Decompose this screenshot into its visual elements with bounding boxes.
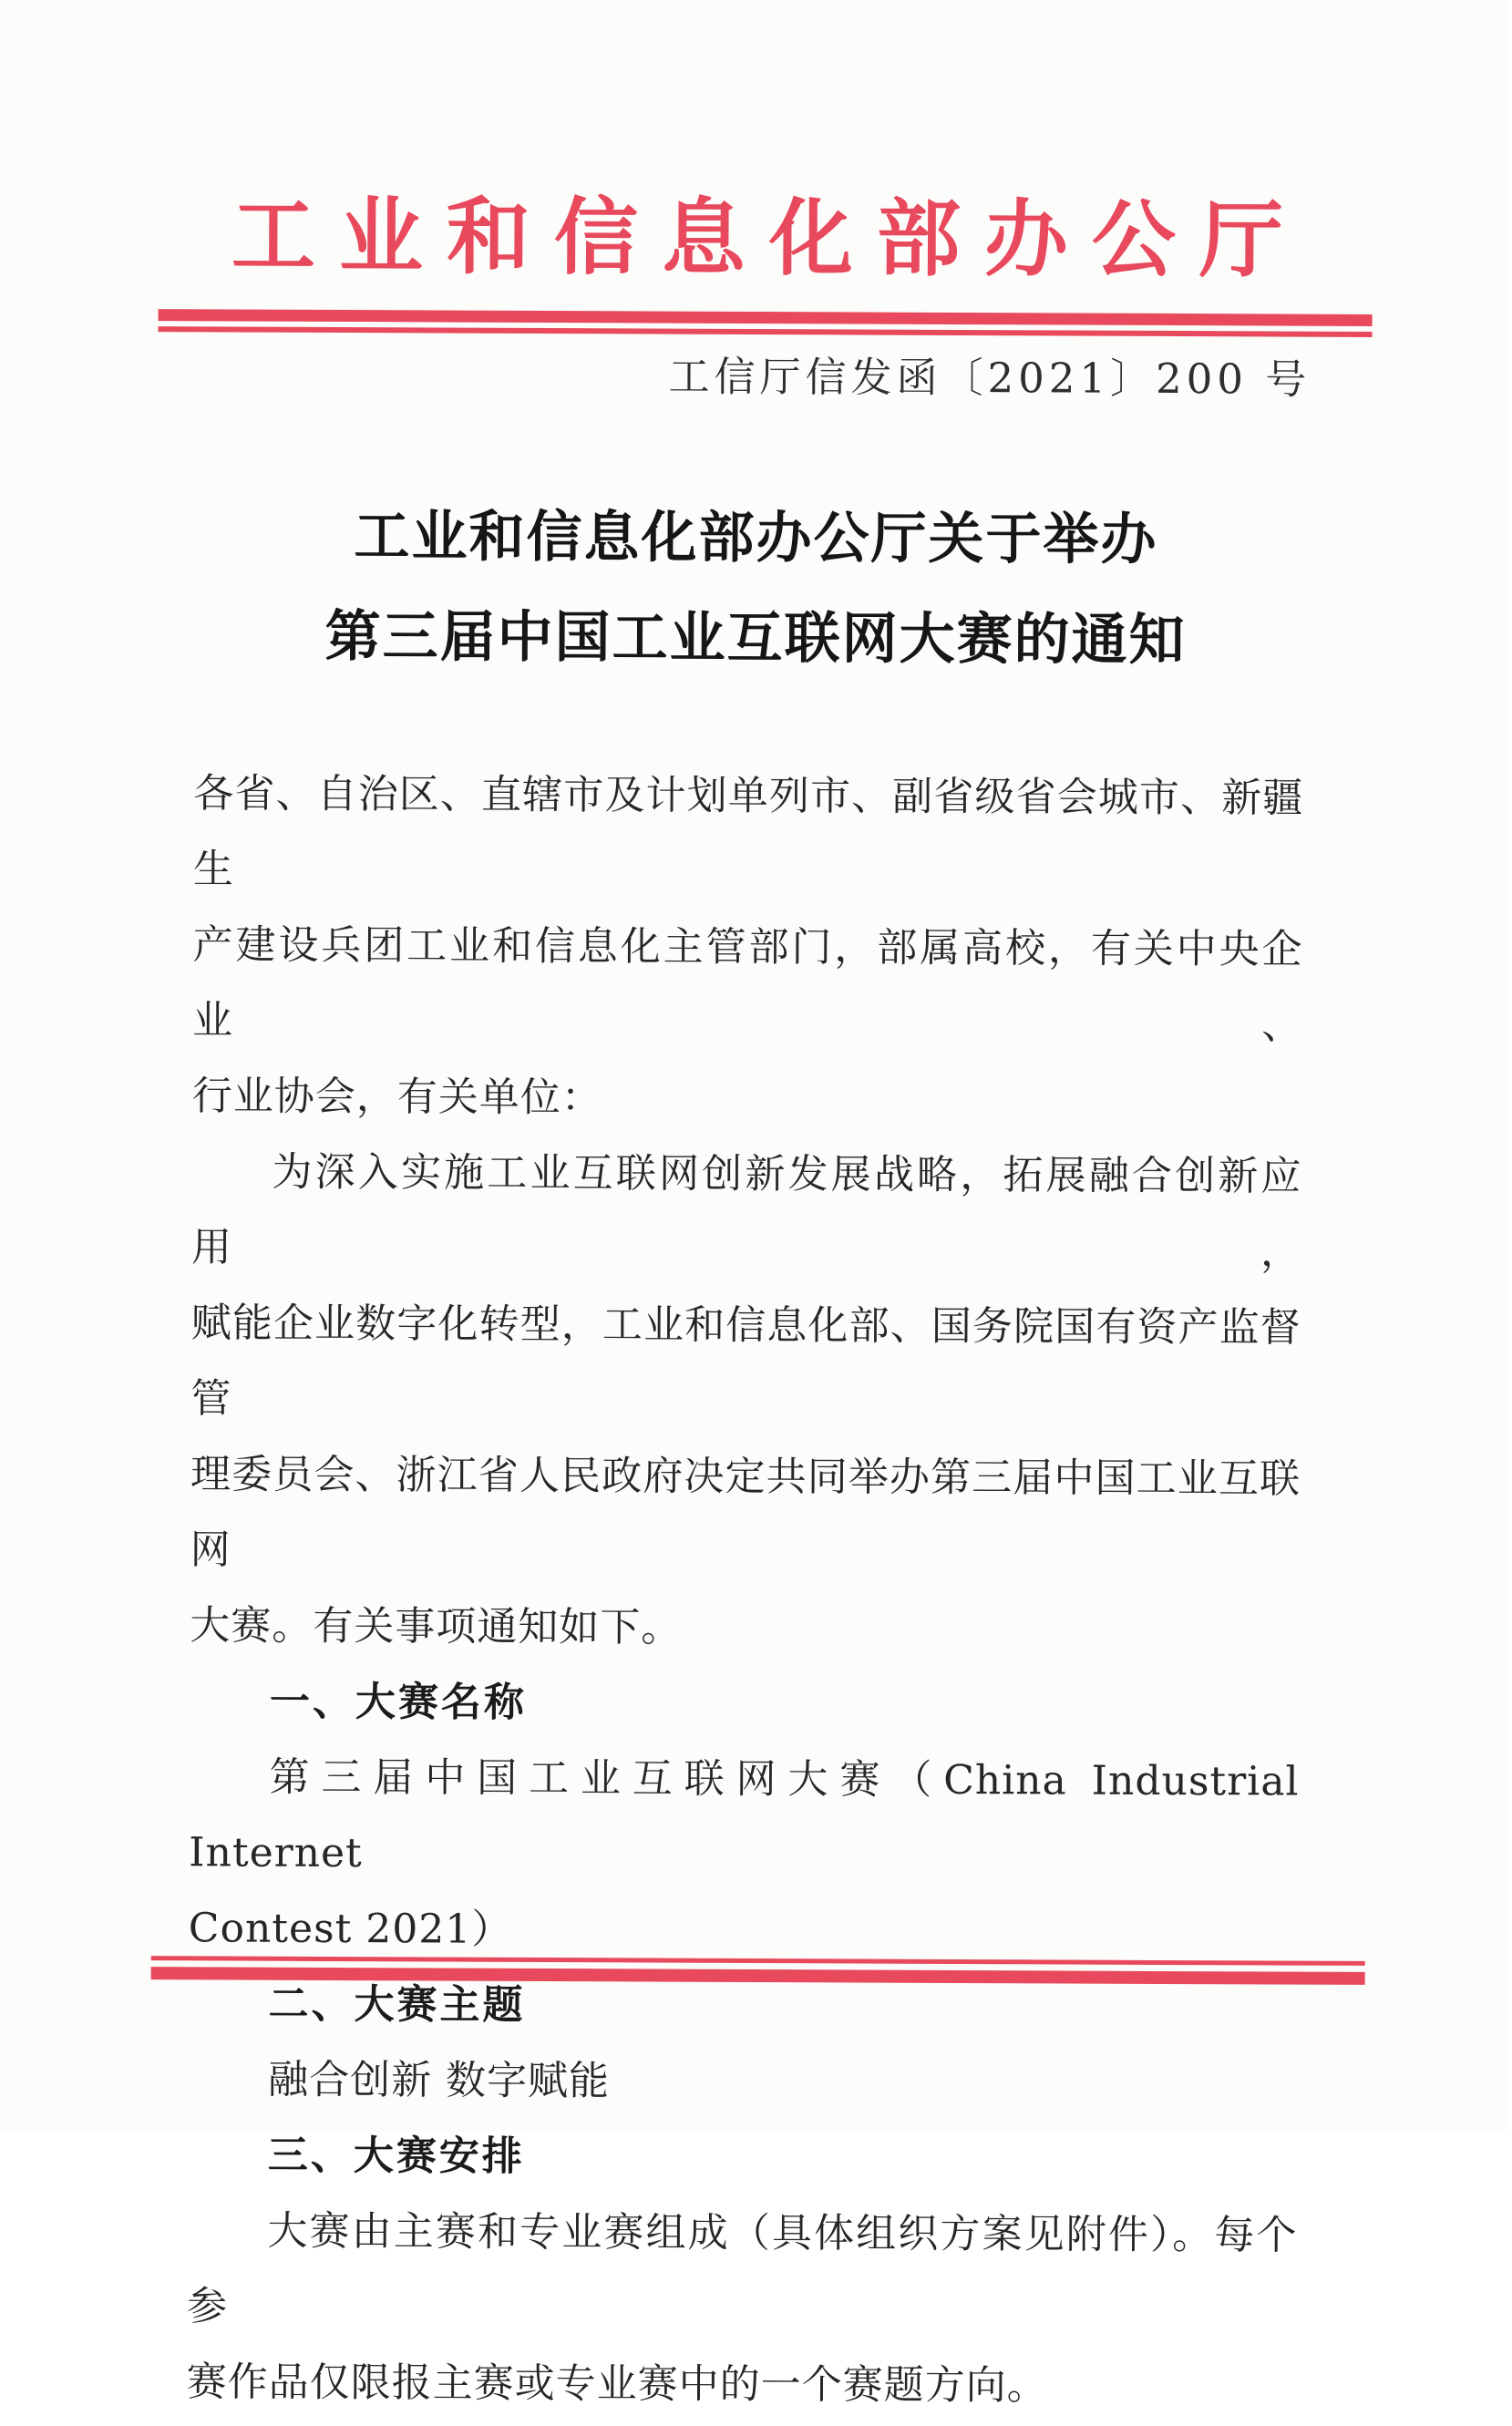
body-line: 产建设兵团工业和信息化主管部门，部属高校，有关中央企业、: [192, 921, 1303, 1049]
notice-title-line2: 第三届中国工业互联网大赛的通知: [324, 603, 1187, 673]
body-line: 融合创新 数字赋能: [268, 2056, 611, 2105]
letterhead-org-title-text: 工业和信息化部办公厅: [231, 186, 1308, 290]
body-line: 大赛。有关事项通知如下。: [190, 1602, 683, 1651]
body-line: 第三届中国工业互联网大赛（China Industrial Internet: [189, 1753, 1313, 1877]
body-section-heading: 二、大赛主题: [268, 1981, 526, 2028]
body-line: Contest 2021）: [188, 1905, 513, 1953]
header-rule-thin: [159, 326, 1373, 337]
body-line: 大赛由主赛和专业赛组成（具体组织方案见附件）。每个参: [186, 2207, 1298, 2330]
letterhead-org-title: [4, 184, 1511, 292]
body-line: 行业协会，有关单位：: [191, 1073, 602, 1122]
header-rule-thick: [159, 309, 1373, 326]
notice-title-line1: 工业和信息化部办公厅关于举办: [354, 504, 1158, 572]
body-section-heading: 一、大赛名称: [269, 1679, 528, 1725]
body-line: 各省、自治区、直辖市及计划单列市、副省级省会城市、新疆生: [192, 770, 1304, 893]
body-line: 为深入实施工业互联网创新发展战略，拓展融合创新应用，: [191, 1148, 1302, 1276]
doc-number: 工信厅信发函〔2021〕200 号: [668, 352, 1311, 404]
body-line: 理委员会、浙江省人民政府决定共同举办第三届中国工业互联网: [190, 1451, 1301, 1574]
body-line: 赋能企业数字化转型，工业和信息化部、国务院国有资产监督管: [190, 1300, 1301, 1423]
body-section-heading: 三、大赛安排: [267, 2133, 525, 2179]
body-line: 赛作品仅限报主赛或专业赛中的一个赛题方向。: [186, 2359, 1048, 2410]
notice-title: [2, 485, 1510, 692]
notice-body: [186, 756, 1313, 2424]
